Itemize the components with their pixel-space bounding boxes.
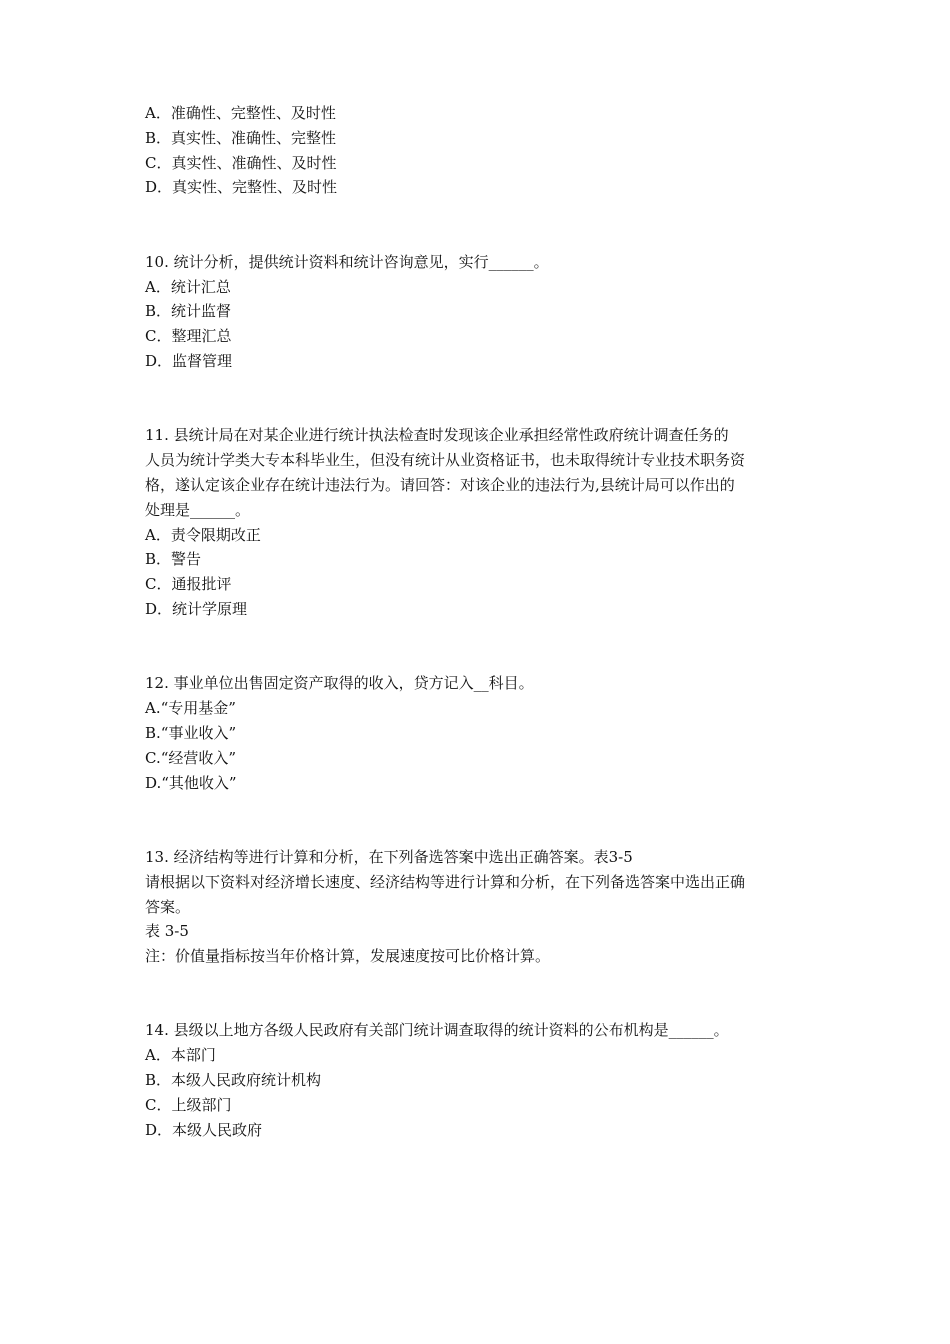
option-a: A．准确性、完整性、及时性 <box>145 104 336 122</box>
spacer <box>145 795 815 845</box>
question-body-line: 请根据以下资料对经济增长速度、经济结构等进行计算和分析，在下列备选答案中选出正确 <box>145 872 746 891</box>
option-d: D．本级人民政府 <box>145 1120 263 1139</box>
question-13 <box>145 845 815 969</box>
spacer <box>145 969 815 1019</box>
option-c: C．通报批评 <box>145 575 232 594</box>
question-14 <box>145 1018 815 1142</box>
option-c: C．上级部门 <box>145 1095 232 1114</box>
question-stem: 13. 经济结构等进行计算和分析，在下列备选答案中选出正确答案。表3-5 <box>145 847 633 866</box>
option-b: B．本级人民政府统计机构 <box>145 1071 322 1090</box>
spacer <box>145 374 815 424</box>
option-d: D.“其他收入” <box>145 773 237 792</box>
question-stem-line: 处理是______。 <box>145 500 251 519</box>
question-11 <box>145 423 815 621</box>
exam-page <box>145 101 815 1142</box>
question-12 <box>145 671 815 795</box>
option-a: A．责令限期改正 <box>145 525 261 544</box>
spacer <box>145 622 815 672</box>
option-d: D．监督管理 <box>145 351 233 370</box>
option-b: B．真实性、准确性、完整性 <box>145 128 337 147</box>
question-stem: 14. 县级以上地方各级人民政府有关部门统计调查取得的统计资料的公布机构是______。 <box>145 1021 729 1040</box>
option-a: A．本部门 <box>145 1046 216 1065</box>
option-c: C．整理汇总 <box>145 327 232 346</box>
option-d: D．真实性、完整性、及时性 <box>145 178 338 197</box>
table-note: 注：价值量指标按当年价格计算，发展速度按可比价格计算。 <box>145 947 551 966</box>
question-stem: 10. 统计分析，提供统计资料和统计咨询意见，实行______。 <box>145 252 549 271</box>
spacer <box>145 200 815 250</box>
option-b: B．统计监督 <box>145 302 232 321</box>
question-stem-line: 格，遂认定该企业存在统计违法行为。请回答：对该企业的违法行为,县统计局可以作出的 <box>145 475 735 494</box>
table-caption: 表 3-5 <box>145 922 189 941</box>
question-stem-line: 人员为统计学类大专本科毕业生，但没有统计从业资格证书，也未取得统计专业技术职务资 <box>145 451 746 470</box>
option-c: C.“经营收入” <box>145 748 237 767</box>
option-d: D．统计学原理 <box>145 599 248 618</box>
question-stem-line: 11. 县统计局在对某企业进行统计执法检查时发现该企业承担经常性政府统计调查任务的 <box>145 426 729 445</box>
option-c: C．真实性、准确性、及时性 <box>145 153 337 172</box>
option-b: B.“事业收入” <box>145 723 237 742</box>
question-10 <box>145 250 815 374</box>
option-a: A.“专用基金” <box>145 699 236 718</box>
question-9-options <box>145 101 815 200</box>
question-body-line: 答案。 <box>145 897 191 916</box>
option-a: A．统计汇总 <box>145 277 231 296</box>
question-stem: 12. 事业单位出售固定资产取得的收入，贷方记入__科目。 <box>145 674 534 693</box>
option-b: B．警告 <box>145 550 202 569</box>
